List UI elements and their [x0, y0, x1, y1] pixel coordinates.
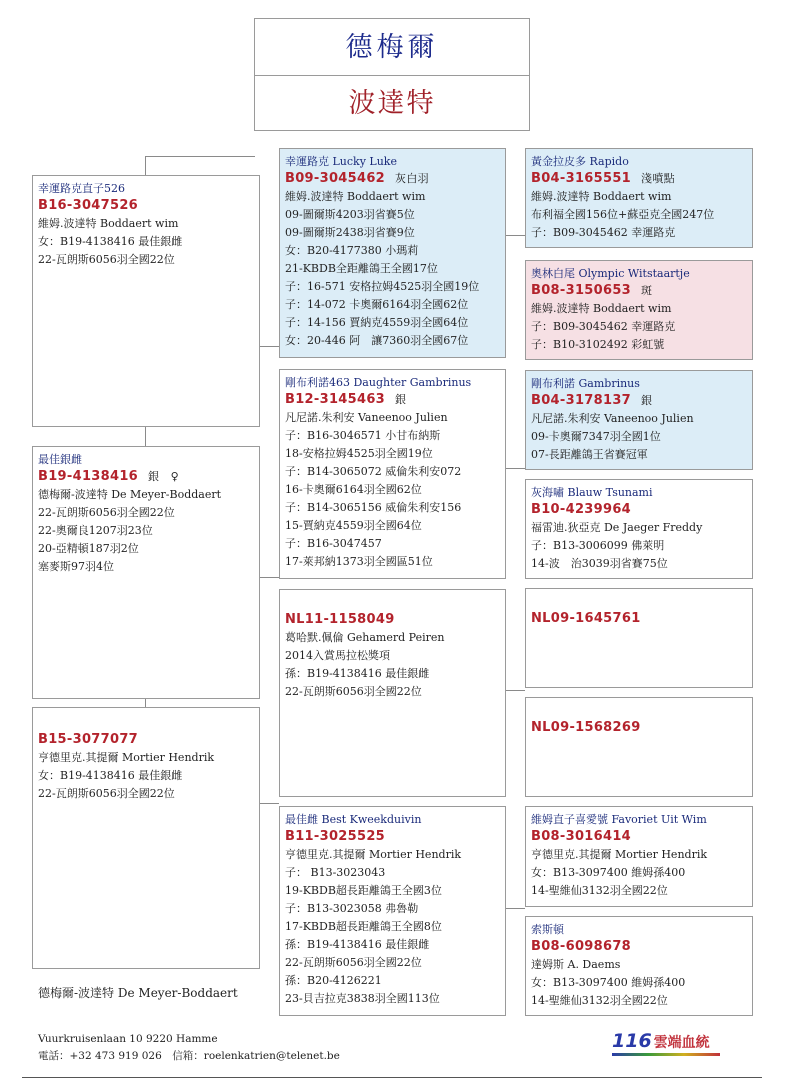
- pigeon-line: 15-賈納克4559羽全國64位: [285, 519, 422, 532]
- pigeon-title: 索斯頓: [531, 923, 564, 936]
- pigeon-ring: B11-3025525: [285, 829, 386, 844]
- connector: [259, 803, 279, 804]
- pigeon-line: 福雷迪.狄亞克 De Jaeger Freddy: [531, 521, 703, 534]
- pigeon-title: 最佳雌 Best Kweekduivin: [285, 813, 422, 826]
- connector: [505, 690, 525, 691]
- pigeon-line: 凡尼諾.朱利安 Vaneenoo Julien: [531, 412, 694, 425]
- pigeon-line: 女：B20-4177380 小瑪莉: [285, 244, 419, 257]
- pigeon-title: 黃金拉皮多 Rapido: [531, 155, 629, 168]
- logo-number: 116: [612, 1030, 652, 1052]
- pigeon-title: 剛布利諾463 Daughter Gambrinus: [285, 376, 472, 389]
- pigeon-line: 2014入賞馬拉松獎項: [285, 649, 390, 662]
- pigeon-line: 14-波 治3039羽省賽75位: [531, 557, 668, 570]
- pigeon-card-nl09-a: [525, 588, 753, 688]
- pigeon-line: 子：B14-3065156 威倫朱利安156: [285, 501, 462, 514]
- pigeon-line: 子：14-156 賈納克4559羽全國64位: [285, 316, 469, 329]
- pigeon-ring: B08-3016414: [531, 829, 632, 844]
- pigeon-line: 維姆.波達特 Boddaert wim: [531, 302, 672, 315]
- pigeon-ring: NL11-1158049: [285, 612, 395, 627]
- pigeon-line: 女：B19-4138416 最佳銀雌: [38, 769, 183, 782]
- pigeon-ring: B15-3077077: [38, 732, 139, 747]
- pigeon-line: 子：B14-3065072 威倫朱利安072: [285, 465, 462, 478]
- pigeon-card-tsunami: [525, 479, 753, 579]
- pigeon-ring: B04-3178137: [531, 393, 632, 408]
- pigeon-ring: B19-4138416: [38, 469, 139, 484]
- footer-address-block: [38, 1031, 340, 1065]
- pigeon-color: 斑: [641, 284, 653, 297]
- header-owner-name: 德梅爾: [255, 19, 529, 76]
- footer-address: Vuurkruisenlaan 10 9220 Hamme: [38, 1033, 218, 1045]
- pigeon-line: 塞麥斯97羽4位: [38, 560, 114, 573]
- pigeon-ring: B16-3047526: [38, 198, 139, 213]
- pigeon-line: 16-卡奧爾6164羽全國62位: [285, 483, 422, 496]
- pigeon-ring: B08-3150653: [531, 283, 632, 298]
- pigeon-line: 子：16-571 安格拉姆4525羽全國19位: [285, 280, 480, 293]
- pigeon-ring: B10-4239964: [531, 502, 632, 517]
- pigeon-line: 子：B13-3006099 佛萊明: [531, 539, 665, 552]
- pigeon-line: 22-瓦朗斯6056羽全國22位: [285, 956, 422, 969]
- pigeon-title: 灰海嘯 Blauw Tsunami: [531, 486, 653, 499]
- pigeon-ring: B09-3045462: [285, 171, 386, 186]
- connector: [505, 468, 525, 469]
- pigeon-line: 孫：B19-4138416 最佳銀雌: [285, 938, 430, 951]
- pigeon-title: 最佳銀雌: [38, 453, 82, 466]
- pigeon-line: 14-聖維仙3132羽全國22位: [531, 994, 668, 1007]
- pigeon-line: 子：14-072 卡奧爾6164羽全國62位: [285, 298, 469, 311]
- pigeon-line: 22-瓦朗斯6056羽全國22位: [38, 253, 175, 266]
- pigeon-line: 09-圖爾斯2438羽省賽9位: [285, 226, 415, 239]
- logo-text: 雲端血統: [653, 1035, 710, 1051]
- pigeon-line: 子：B10-3102492 彩虹號: [531, 338, 665, 351]
- pigeon-card-mate: [32, 707, 260, 969]
- pigeon-line: 子：B16-3047457: [285, 537, 382, 550]
- pigeon-title: 幸運路克 Lucky Luke: [285, 155, 397, 168]
- pigeon-card-daems: [525, 916, 753, 1016]
- connector: [145, 156, 146, 176]
- pigeon-color: 灰白羽: [395, 172, 429, 185]
- pigeon-title: 幸運路克直子526: [38, 182, 125, 195]
- pigeon-card-favoriet: [525, 806, 753, 907]
- pigeon-line: 子：B16-3046571 小甘布納斯: [285, 429, 441, 442]
- connector: [145, 156, 255, 157]
- pigeon-line: 孫：B19-4138416 最佳銀雌: [285, 667, 430, 680]
- pigeon-line: 09-圖爾斯4203羽省賽5位: [285, 208, 415, 221]
- pigeon-line: 孫：B20-4126221: [285, 974, 382, 987]
- pigeon-title: 剛布利諾 Gambrinus: [531, 377, 640, 390]
- pigeon-line: 亨德里克.其提爾 Mortier Hendrik: [531, 848, 708, 861]
- footer-owner: 德梅爾-波達特 De Meyer-Boddaert: [38, 986, 238, 1000]
- pigeon-card-best-kweekduivin: [279, 806, 506, 1016]
- pigeon-line: 女：B13-3097400 維姆孫400: [531, 866, 686, 879]
- pigeon-line: 女：B13-3097400 維姆孫400: [531, 976, 686, 989]
- pigeon-ring: NL09-1568269: [531, 720, 641, 735]
- pigeon-ring: B04-3165551: [531, 171, 632, 186]
- pigeon-card-rapido: [525, 148, 753, 248]
- pigeon-ring: B08-6098678: [531, 939, 632, 954]
- pigeon-line: 18-安格拉姆4525羽全國19位: [285, 447, 433, 460]
- bottom-divider: [22, 1077, 762, 1078]
- connector: [505, 908, 525, 909]
- pigeon-color: 銀: [395, 393, 407, 406]
- pigeon-line: 17-KBDB超長距離鴿王全國8位: [285, 920, 442, 933]
- pigeon-line: 布利福全國156位+蘇亞克全國247位: [531, 208, 715, 221]
- pigeon-title: 奧林白尾 Olympic Witstaartje: [531, 267, 690, 280]
- pigeon-line: 22-奧爾良1207羽23位: [38, 524, 153, 537]
- pigeon-ring: NL09-1645761: [531, 611, 641, 626]
- pigeon-card-olympic: [525, 260, 753, 360]
- pigeon-line: 22-瓦朗斯6056羽全國22位: [285, 685, 422, 698]
- pigeon-card-lucky-luke: [279, 148, 506, 358]
- pigeon-line: 凡尼諾.朱利安 Vaneenoo Julien: [285, 411, 448, 424]
- pigeon-card-daughter-gambrinus: [279, 369, 506, 579]
- pigeon-card-gambrinus: [525, 370, 753, 470]
- pigeon-line: 達姆斯 A. Daems: [531, 958, 621, 971]
- pigeon-line: 19-KBDB超長距離鴿王全國3位: [285, 884, 442, 897]
- pigeon-card-nl11: [279, 589, 506, 797]
- pigeon-line: 亨德里克.其提爾 Mortier Hendrik: [38, 751, 215, 764]
- logo-underline: [612, 1053, 720, 1056]
- pigeon-line: 14-聖維仙3132羽全國22位: [531, 884, 668, 897]
- pigeon-color: 淺噴點: [641, 172, 675, 185]
- pigeon-line: 德梅爾-波達特 De Meyer-Boddaert: [38, 488, 222, 501]
- pigeon-line: 子： B13-3023043: [285, 866, 386, 879]
- footer-contact: 電話：+32 473 919 026 信箱：roelenkatrien@telenet.be: [38, 1050, 340, 1062]
- pigeon-line: 23-貝吉拉克3838羽全國113位: [285, 992, 440, 1005]
- pigeon-card-nl09-b: [525, 697, 753, 797]
- pigeon-line: 07-長距離鴿王省賽冠軍: [531, 448, 648, 461]
- brand-logo: [612, 1030, 710, 1052]
- pigeon-line: 維姆.波達特 Boddaert wim: [285, 190, 426, 203]
- pigeon-ring: B12-3145463: [285, 392, 386, 407]
- pigeon-line: 子：B09-3045462 幸運路克: [531, 226, 676, 239]
- pigeon-card-dam: [32, 446, 260, 699]
- pigeon-line: 子：B13-3023058 弗魯勒: [285, 902, 419, 915]
- pigeon-line: 22-瓦朗斯6056羽全國22位: [38, 787, 175, 800]
- pigeon-color: 銀 ♀: [148, 470, 179, 483]
- pigeon-line: 子：B09-3045462 幸運路克: [531, 320, 676, 333]
- pigeon-line: 葛哈默.佩倫 Gehamerd Peiren: [285, 631, 445, 644]
- pigeon-line: 女：B19-4138416 最佳銀雌: [38, 235, 183, 248]
- pigeon-line: 22-瓦朗斯6056羽全國22位: [38, 506, 175, 519]
- pigeon-line: 09-卡奧爾7347羽全國1位: [531, 430, 661, 443]
- pigeon-line: 21-KBDB全距離鴿王全國17位: [285, 262, 438, 275]
- pigeon-title: 維姆直子喜愛號 Favoriet Uit Wim: [531, 813, 707, 826]
- connector: [259, 346, 279, 347]
- pigeon-line: 亨德里克.其提爾 Mortier Hendrik: [285, 848, 462, 861]
- pigeon-card-subject: [32, 175, 260, 427]
- pigeon-line: 女：20-446 阿 讓7360羽全國67位: [285, 334, 469, 347]
- pigeon-line: 維姆.波達特 Boddaert wim: [38, 217, 179, 230]
- pigeon-line: 維姆.波達特 Boddaert wim: [531, 190, 672, 203]
- pigeon-color: 銀: [641, 394, 653, 407]
- connector: [505, 235, 525, 236]
- connector: [259, 577, 279, 578]
- pedigree-header: [254, 18, 530, 131]
- connector: [145, 426, 146, 446]
- pigeon-line: 17-萊邦納1373羽全國區51位: [285, 555, 433, 568]
- pigeon-line: 20-亞精頓187羽2位: [38, 542, 139, 555]
- header-surname: 波達特: [348, 88, 436, 119]
